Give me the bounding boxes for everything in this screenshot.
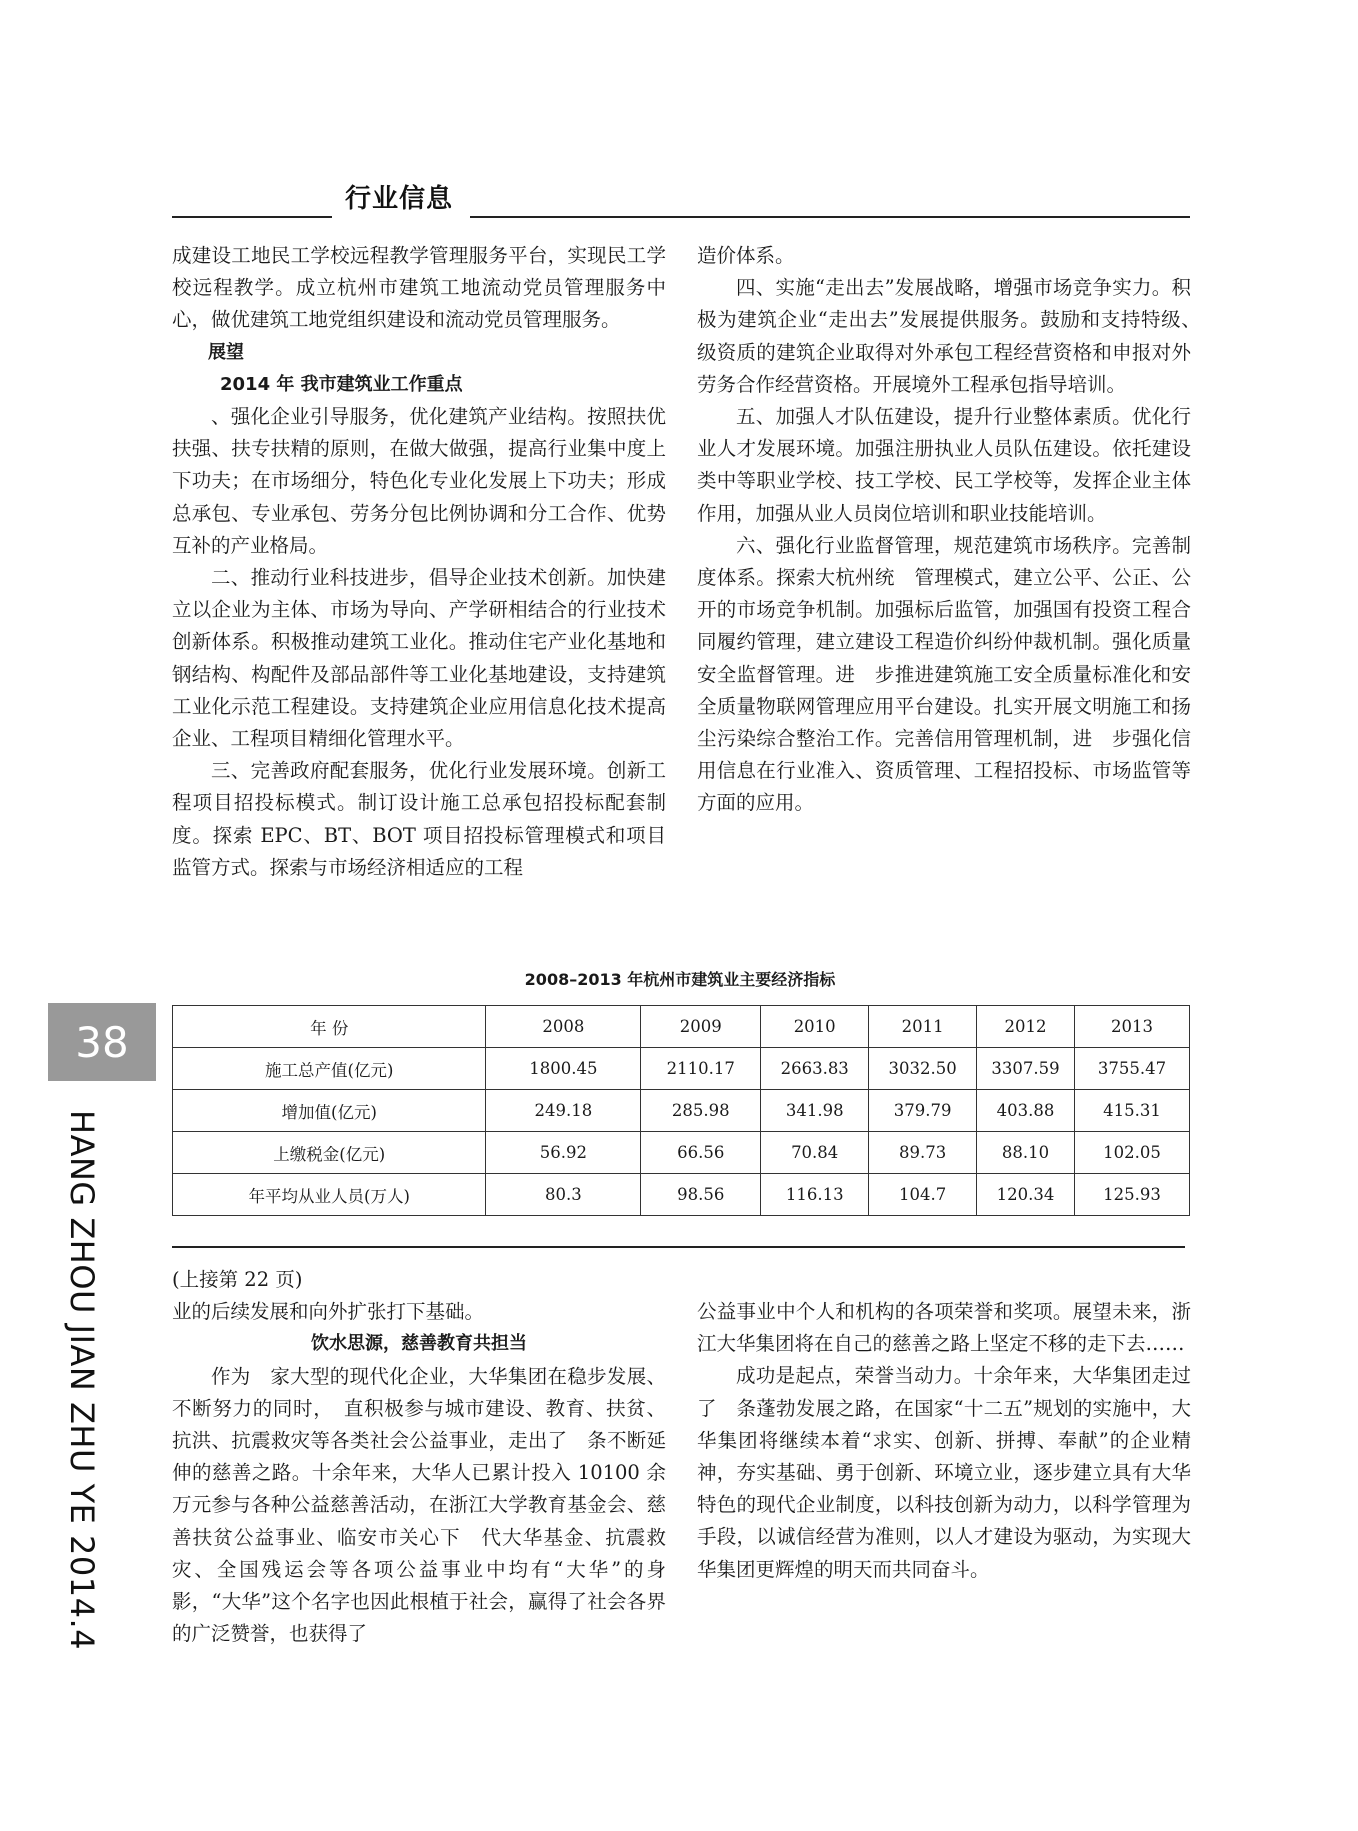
table-cell: 104.7 [869, 1174, 977, 1216]
top-right-column [697, 240, 1211, 820]
paragraph: 四、实施“走出去”发展战略，增强市场竞争实力。积极为建筑企业“走出去”发展提供服务。鼓励和支持特级、 级资质的建筑企业取得对外承包工程经营资格和申报对外劳务合作经营资格。开展境外工程承包指导培训。 [697, 276, 1211, 396]
table-cell: 3307.59 [977, 1048, 1075, 1090]
heading-charity: 饮水思源，慈善教育共担当 [311, 1333, 527, 1355]
table-cell: 2110.17 [641, 1048, 761, 1090]
table-title: 2008–2013 年杭州市建筑业主要经济指标 [524, 970, 836, 989]
table-cell: 341.98 [761, 1090, 869, 1132]
page-number: 38 [48, 1003, 156, 1081]
table-cell: 125.93 [1075, 1174, 1190, 1216]
table-cell: 年平均从业人员(万人) [173, 1174, 486, 1216]
table-cell: 285.98 [641, 1090, 761, 1132]
table-cell: 增加值(亿元) [173, 1090, 486, 1132]
table-cell: 3032.50 [869, 1048, 977, 1090]
header-rule-left [172, 216, 332, 218]
top-left-column [172, 240, 666, 884]
table-cell: 403.88 [977, 1090, 1075, 1132]
table-header-cell: 2011 [869, 1006, 977, 1048]
bottom-right-column [697, 1296, 1191, 1586]
table-cell: 120.34 [977, 1174, 1075, 1216]
paragraph: 业的后续发展和向外扩张打下基础。 [172, 1300, 485, 1324]
table-header-cell: 2008 [486, 1006, 641, 1048]
continued-from-note: (上接第 22 页) [172, 1268, 303, 1291]
paragraph: 公益事业中个人和机构的各项荣誉和奖项。展望未来，浙江大华集团将在自己的慈善之路上坚定不移的走下去…… [697, 1300, 1191, 1356]
bottom-left-column [172, 1264, 666, 1650]
table-row [173, 1174, 1190, 1216]
table-cell: 98.56 [641, 1174, 761, 1216]
table-cell: 80.3 [486, 1174, 641, 1216]
table-header-cell: 年 份 [173, 1006, 486, 1048]
paragraph: 作为 家大型的现代化企业，大华集团在稳步发展、不断努力的同时， 直积极参与城市建设、教育、扶贫、抗洪、抗震救灾等各类社会公益事业，走出了 条不断延伸的慈善之路。十余年来，大华人已累计投入 10100 余万元参与各种公益慈善活动，在浙江大学教育基金会、慈善扶贫公益事业、临安市关心下 代大华基金、抗震救灾、全国残运会等各项公益事业中均有“大华”的身影，“大华”这个名字也因此根植于社会，赢得了社会各界的广泛赞誉，也获得了 [172, 1364, 666, 1646]
paragraph: 成建设工地民工学校远程教学管理服务平台，实现民工学校远程教学。成立杭州市建筑工地流动党员管理服务中心，做优建筑工地党组织建设和流动党员管理服务。 [172, 244, 666, 332]
table-row [173, 1048, 1190, 1090]
economic-indicators-table [172, 1005, 1190, 1216]
paragraph: 五、加强人才队伍建设，提升行业整体素质。优化行业人才发展环境。加强注册执业人员队伍建设。依托建设类中等职业学校、技工学校、民工学校等，发挥企业主体作用，加强从业人员岗位培训和职业技能培训。 [697, 405, 1191, 525]
table-header-cell: 2009 [641, 1006, 761, 1048]
table-cell: 56.92 [486, 1132, 641, 1174]
paragraph: 三、完善政府配套服务，优化行业发展环境。创新工程项目招投标模式。制订设计施工总承包招投标配套制度。探索 EPC、BT、BOT 项目招投标管理模式和项目监管方式。探索与市场经济相适应的工程 [172, 759, 666, 879]
header-rule-right [470, 216, 1190, 218]
paragraph: 二、推动行业科技进步，倡导企业技术创新。加快建立以企业为主体、市场为导向、产学研相结合的行业技术创新体系。积极推动建筑工业化。推动住宅产业化基地和钢结构、构配件及部品部件等工业化基地建设，支持建筑工业化示范工程建设。支持建筑企业应用信息化技术提高企业、工程项目精细化管理水平。 [172, 566, 666, 751]
table-header-cell: 2013 [1075, 1006, 1190, 1048]
table-cell: 70.84 [761, 1132, 869, 1174]
table-cell: 施工总产值(亿元) [173, 1048, 486, 1090]
paragraph: 六、强化行业监督管理，规范建筑市场秩序。完善制度体系。探索大杭州统 管理模式，建立公平、公正、公开的市场竞争机制。加强标后监管，加强国有投资工程合同履约管理，建立建设工程造价纠纷仲裁机制。强化质量安全监督管理。进 步推进建筑施工安全质量标准化和安全质量物联网管理应用平台建设。扎实开展文明施工和扬尘污染综合整治工作。完善信用管理机制，进 步强化信用信息在行业准入、资质管理、工程招投标、市场监管等方面的应用。 [697, 533, 1191, 815]
table-cell: 66.56 [641, 1132, 761, 1174]
heading-outlook: 展望 [208, 341, 244, 363]
table-cell: 379.79 [869, 1090, 977, 1132]
table-header-cell: 2012 [977, 1006, 1075, 1048]
table-cell: 3755.47 [1075, 1048, 1190, 1090]
table-header-row [173, 1006, 1190, 1048]
paragraph: 造价体系。 [697, 244, 795, 267]
table-cell: 88.10 [977, 1132, 1075, 1174]
table-cell: 249.18 [486, 1090, 641, 1132]
paragraph: 成功是起点，荣誉当动力。十余年来，大华集团走过了 条蓬勃发展之路，在国家“十二五”规划的实施中，大华集团将继续本着“求实、创新、拼搏、奉献”的企业精神，夯实基础、勇于创新、环境立业，逐步建立具有大华特色的现代企业制度，以科技创新为动力，以科学管理为手段，以诚信经营为准则，以人才建设为驱动，为实现大华集团更辉煌的明天而共同奋斗。 [697, 1364, 1191, 1581]
magazine-side-title: HANG ZHOU JIAN ZHU YE 2014.4 [63, 1110, 101, 1650]
section-title: 行业信息 [345, 184, 454, 214]
table-cell: 1800.45 [486, 1048, 641, 1090]
table-cell: 102.05 [1075, 1132, 1190, 1174]
table-cell: 116.13 [761, 1174, 869, 1216]
heading-2014-priorities: 2014 年 我市建筑业工作重点 [220, 373, 463, 395]
table-cell: 上缴税金(亿元) [173, 1132, 486, 1174]
table-row [173, 1090, 1190, 1132]
table-row [173, 1132, 1190, 1174]
paragraph: 、强化企业引导服务，优化建筑产业结构。按照扶优扶强、扶专扶精的原则，在做大做强，提高行业集中度上下功夫；在市场细分，特色化专业化发展上下功夫；形成总承包、专业承包、劳务分包比例协调和分工合作、优势互补的产业格局。 [172, 405, 666, 557]
table-header-cell: 2010 [761, 1006, 869, 1048]
table-cell: 415.31 [1075, 1090, 1190, 1132]
table-cell: 89.73 [869, 1132, 977, 1174]
section-divider [172, 1246, 1185, 1248]
table-cell: 2663.83 [761, 1048, 869, 1090]
